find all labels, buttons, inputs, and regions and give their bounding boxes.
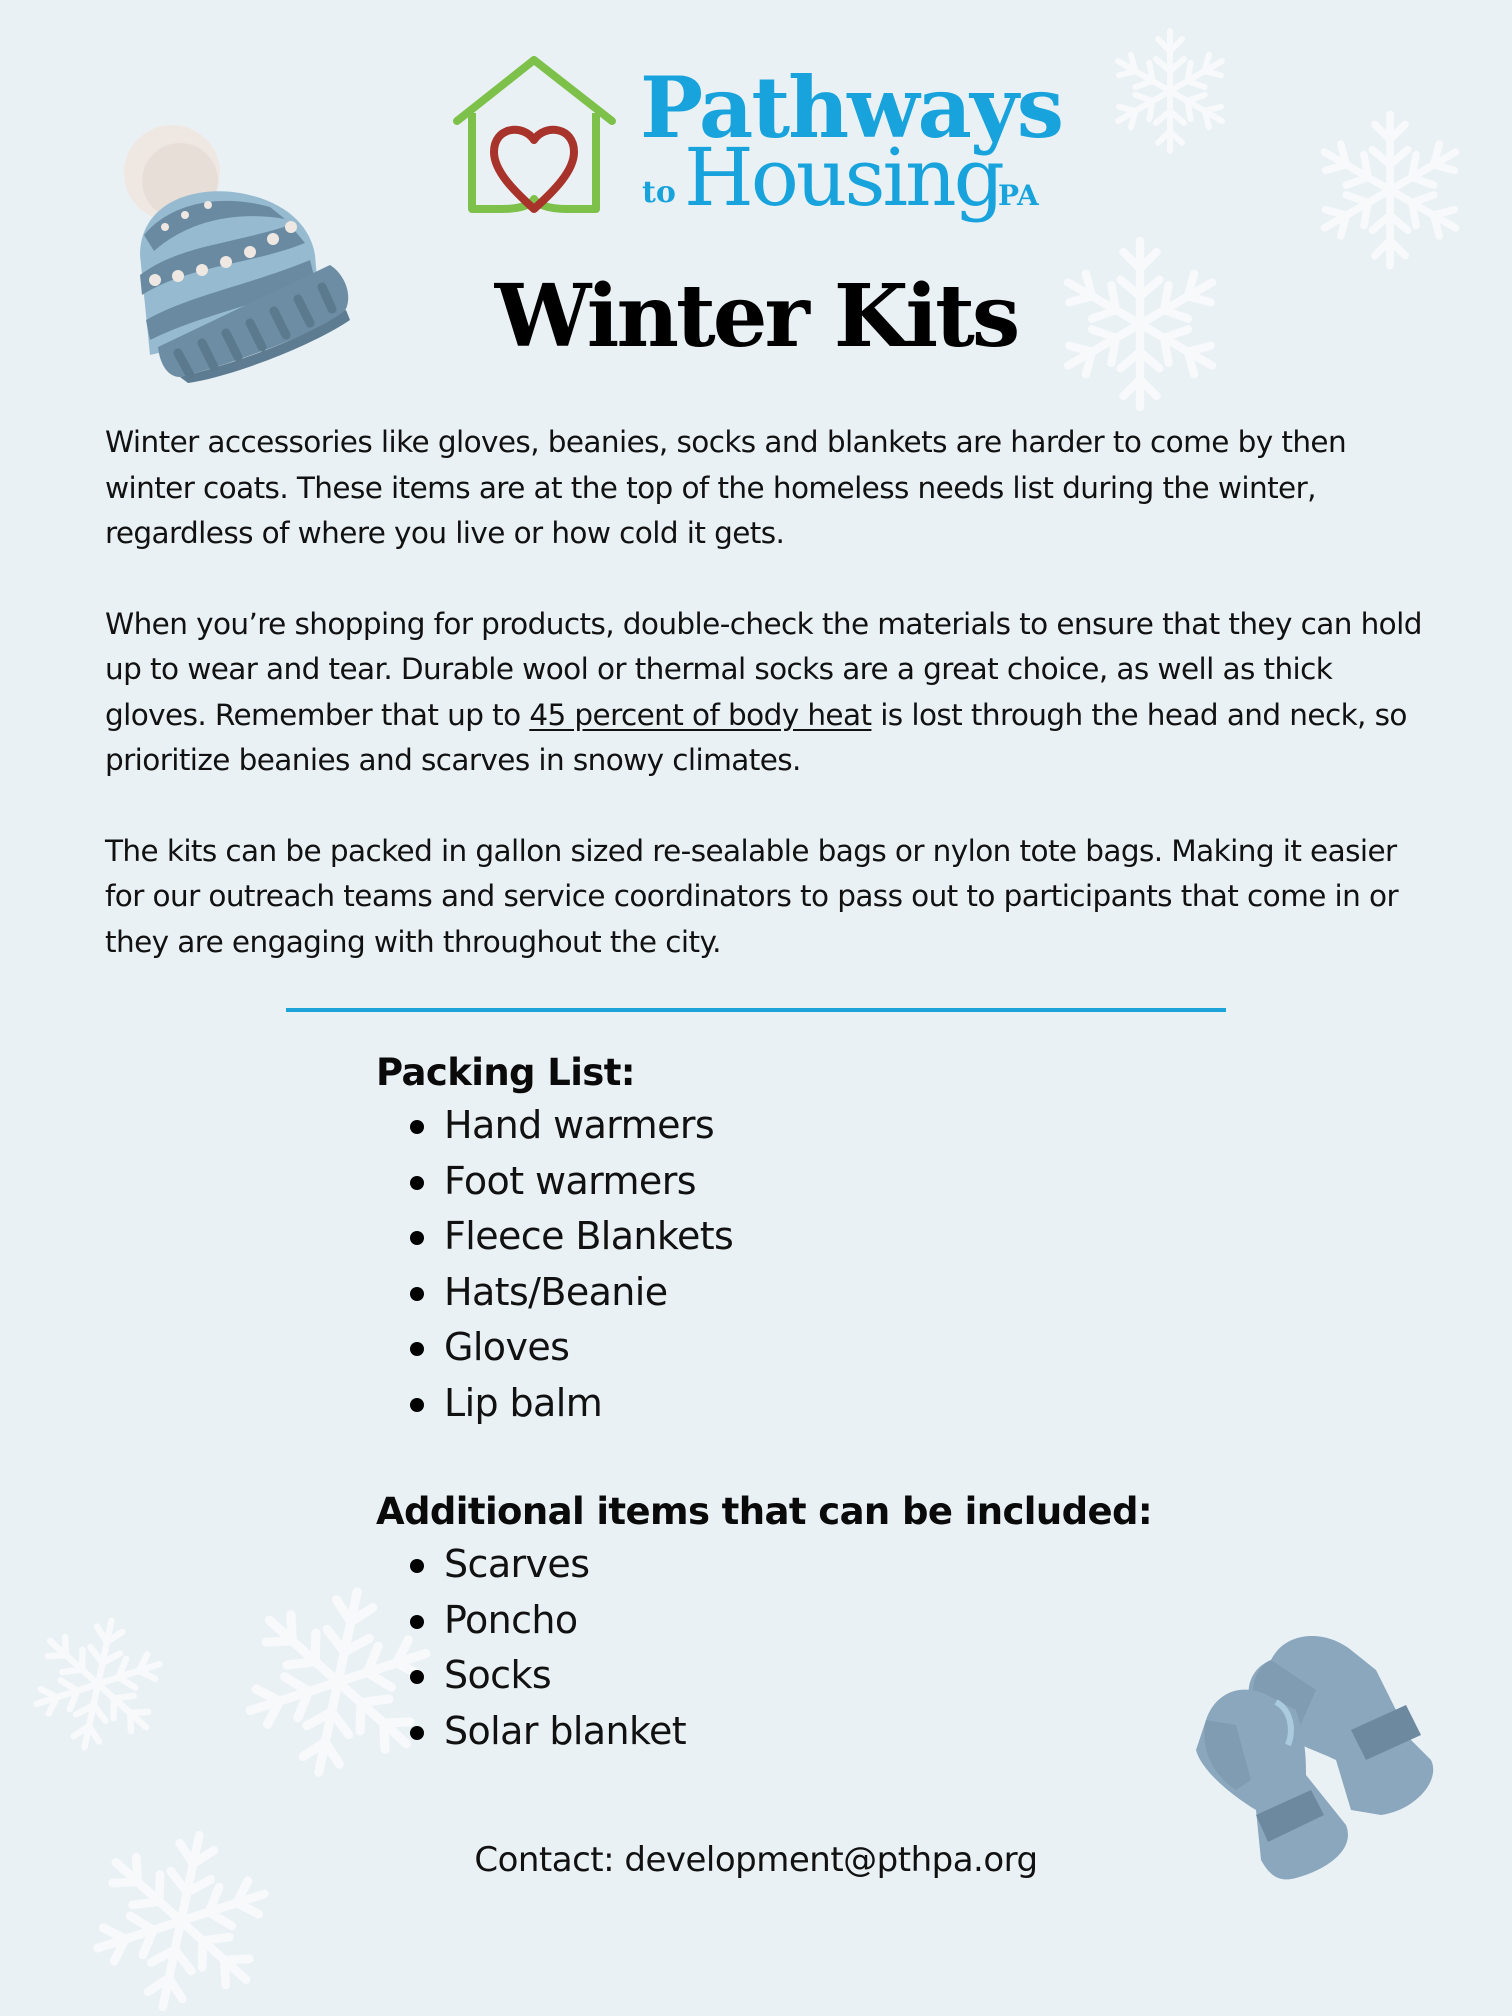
logo-text-housing: Housing [684,131,1002,224]
bullet-icon [410,1287,424,1301]
paragraph-text: is lost through the head and neck, so prioritize beanies and scarves in snowy climates. [105,697,1407,777]
list-item-label: Hand warmers [444,1103,715,1147]
list-item-label: Foot warmers [444,1158,696,1203]
list-item-label: Scarves [444,1542,590,1586]
organization-logo [452,56,1063,226]
body-heat-link[interactable]: 45 percent of body heat [529,697,872,732]
contact-info: Contact: development@pthpa.org [474,1840,1038,1880]
list-item-label: Fleece Blankets [444,1214,734,1258]
paragraph-intro: Winter accessories like gloves, beanies, socks and blankets are harder to come by then winter coats. These items are at the top of the homeless needs list during the winter, regardless of where you live or how cold it gets. [105,425,1347,550]
logo-text-to: to [642,175,676,210]
list-item [376,1704,1276,1760]
list-item-label: Gloves [444,1325,570,1369]
list-item [376,1209,1276,1265]
additional-items-list [376,1537,1276,1759]
list-item-label: Solar blanket [444,1708,687,1753]
list-item [376,1098,1276,1154]
paragraph-materials [105,602,1425,784]
additional-items-heading: Additional items that can be included: [376,1490,1153,1533]
list-item [376,1320,1276,1376]
list-item-label: Lip balm [444,1380,603,1425]
page-title: Winter Kits [494,266,1018,367]
snowflake-icon [1105,26,1235,156]
logo-text-pa: PA [998,179,1039,212]
logo-text-pathways: Pathways [640,58,1063,157]
house-heart-icon [452,56,622,216]
bullet-icon [410,1398,424,1412]
list-item [376,1376,1276,1432]
bullet-icon [410,1559,424,1573]
list-item-label: Socks [444,1653,552,1697]
paragraph-packing: The kits can be packed in gallon sized re-sealable bags or nylon tote bags. Making it easier for our outreach teams and service coordinators to pass out to participants that come in or they are engaging with throughout the city. [105,833,1398,959]
bullet-icon [410,1342,424,1356]
packing-list-heading: Packing List: [376,1051,635,1094]
bullet-icon [410,1176,424,1190]
list-item [376,1593,1276,1649]
list-item [376,1154,1276,1210]
bullet-icon [410,1670,424,1684]
snowflake-icon [28,1614,168,1754]
lists-section [376,1048,1276,1759]
list-item [376,1265,1276,1321]
intro-text [105,420,1425,1010]
list-item [376,1537,1276,1593]
paragraph-text: When you’re shopping for products, double-check the materials to ensure that they can hold up to wear and tear. Durable wool or thermal socks are a great choice, as well as thick gloves. Remember that up to [105,606,1422,732]
snowflake-icon [1308,108,1472,272]
bullet-icon [410,1120,424,1134]
list-item [376,1648,1276,1704]
list-item-label: Hats/Beanie [444,1269,668,1314]
bullet-icon [410,1615,424,1629]
bullet-icon [410,1231,424,1245]
section-divider [286,1008,1226,1012]
packing-list [376,1098,1276,1431]
bullet-icon [410,1726,424,1740]
list-item-label: Poncho [444,1597,578,1642]
